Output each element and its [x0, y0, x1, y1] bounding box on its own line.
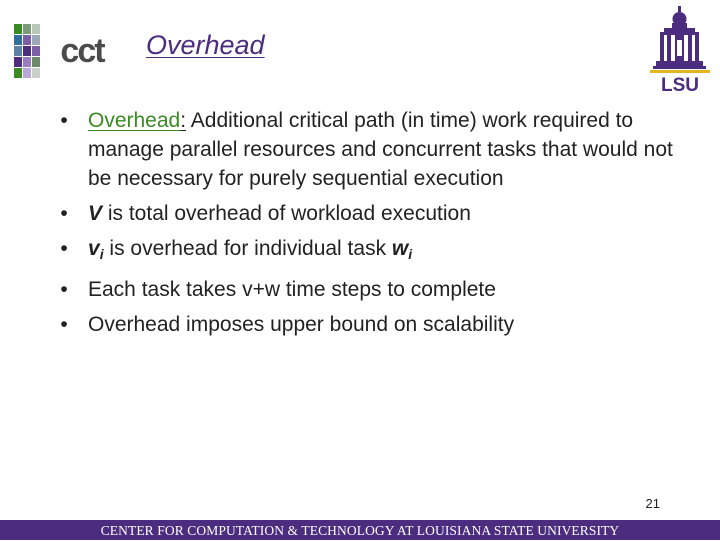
slide-title: Overhead — [146, 30, 265, 60]
bullet-task-overhead — [58, 234, 698, 269]
footer-bar — [0, 520, 720, 540]
bullet-text: Additional critical path (in time) work required to manage parallel resources and concurrent tasks that would not be necessary for purely sequential execution — [88, 109, 673, 190]
footer-text: CENTER FOR COMPUTATION & TECHNOLOGY AT LOUISIANA STATE UNIVERSITY — [100, 523, 620, 538]
cct-logo — [14, 24, 126, 82]
lsu-logo — [650, 6, 710, 92]
page-number: 21 — [645, 496, 660, 511]
bullet-scalability — [58, 310, 698, 339]
subscript-i: i — [99, 246, 104, 262]
bullet-dot: • — [60, 278, 68, 301]
term-colon: : — [180, 109, 187, 132]
var-v: v — [88, 237, 100, 260]
bullet-text: Overhead imposes upper bound on scalability — [88, 313, 515, 336]
bullet-dot: • — [60, 313, 68, 336]
lsu-logo-text: LSU — [661, 75, 699, 92]
bullet-dot: • — [60, 202, 68, 225]
bullet-dot: • — [60, 109, 68, 132]
bullet-list — [58, 106, 698, 345]
bullet-text: Each task takes v+w time steps to complete — [88, 278, 496, 301]
bullet-dot: • — [60, 237, 68, 260]
bullet-overhead-definition — [58, 106, 698, 193]
subscript-i: i — [408, 246, 413, 262]
bullet-text: is total overhead of workload execution — [102, 202, 471, 225]
var-w: w — [391, 237, 409, 260]
bullet-total-overhead — [58, 199, 698, 228]
term-overhead: Overhead — [88, 109, 181, 132]
var-V: V — [88, 202, 103, 225]
bullet-text: is overhead for individual task — [103, 237, 392, 260]
bullet-time-steps — [58, 275, 698, 304]
cct-logo-text: cct — [60, 32, 104, 70]
